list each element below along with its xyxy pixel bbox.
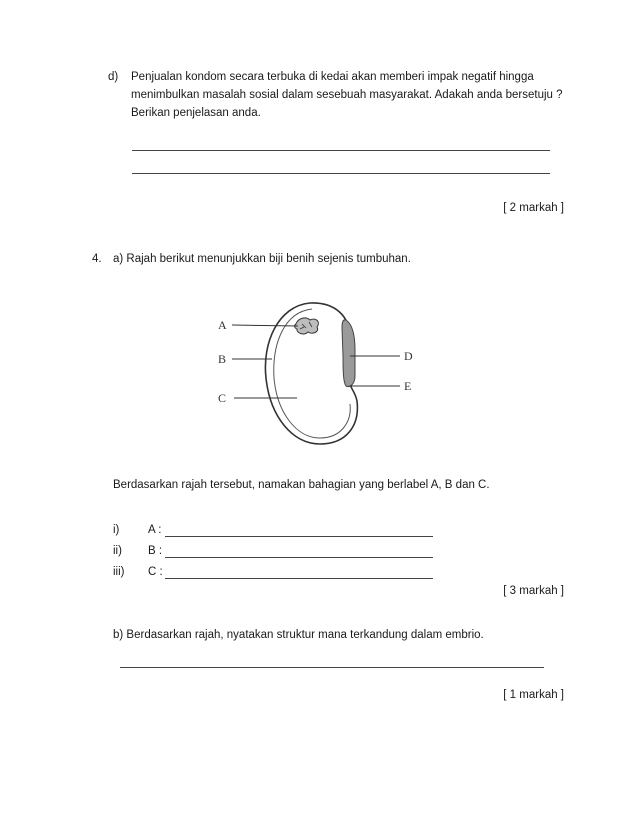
answer-line-ii[interactable] [165,557,433,558]
hilum-blob [295,318,319,334]
diagram-label-a: A [218,318,227,332]
diagram-label-d: D [404,349,413,363]
diagram-label-e: E [404,379,412,393]
question-4b-text: b) Berdasarkan rajah, nyatakan struktur mana terkandung dalam embrio. [113,629,484,641]
answer-line-i[interactable] [165,536,433,537]
question-3d-label: d) [108,71,119,83]
diagram-label-b: B [218,352,227,366]
marks-4b: [ 1 markah ] [503,689,564,701]
question-3d-text-line-1: Penjualan kondom secara terbuka di kedai akan memberi impak negatif hingga [131,71,534,83]
question-4-number: 4. [92,253,102,265]
answer-line-4b[interactable] [120,667,544,668]
answer-i-number: i) [113,524,120,536]
diagram-label-c: C [218,391,227,405]
answer-i-label: A : [148,524,162,536]
question-3d-text-line-2: menimbulkan masalah sosial dalam sesebuah masyarakat. Adakah anda bersetuju ? [131,89,563,101]
label-line-a [232,325,298,326]
question-4a-instruction: Berdasarkan rajah tersebut, namakan bahagian yang berlabel A, B dan C. [113,479,490,491]
marks-3d: [ 2 markah ] [503,202,564,214]
marks-4a: [ 3 markah ] [503,585,564,597]
answer-line-3d-1[interactable] [132,150,550,151]
answer-iii-label: C : [148,566,163,578]
answer-ii-number: ii) [113,545,122,557]
answer-iii-number: iii) [113,566,125,578]
answer-line-3d-2[interactable] [132,173,550,174]
question-3d-text-line-3: Berikan penjelasan anda. [131,107,261,119]
question-4a-intro: a) Rajah berikut menunjukkan biji benih sejenis tumbuhan. [113,253,411,265]
answer-ii-label: B : [148,545,163,557]
seed-diagram [200,298,430,448]
embryo-shape [342,320,355,387]
answer-line-iii[interactable] [165,578,433,579]
